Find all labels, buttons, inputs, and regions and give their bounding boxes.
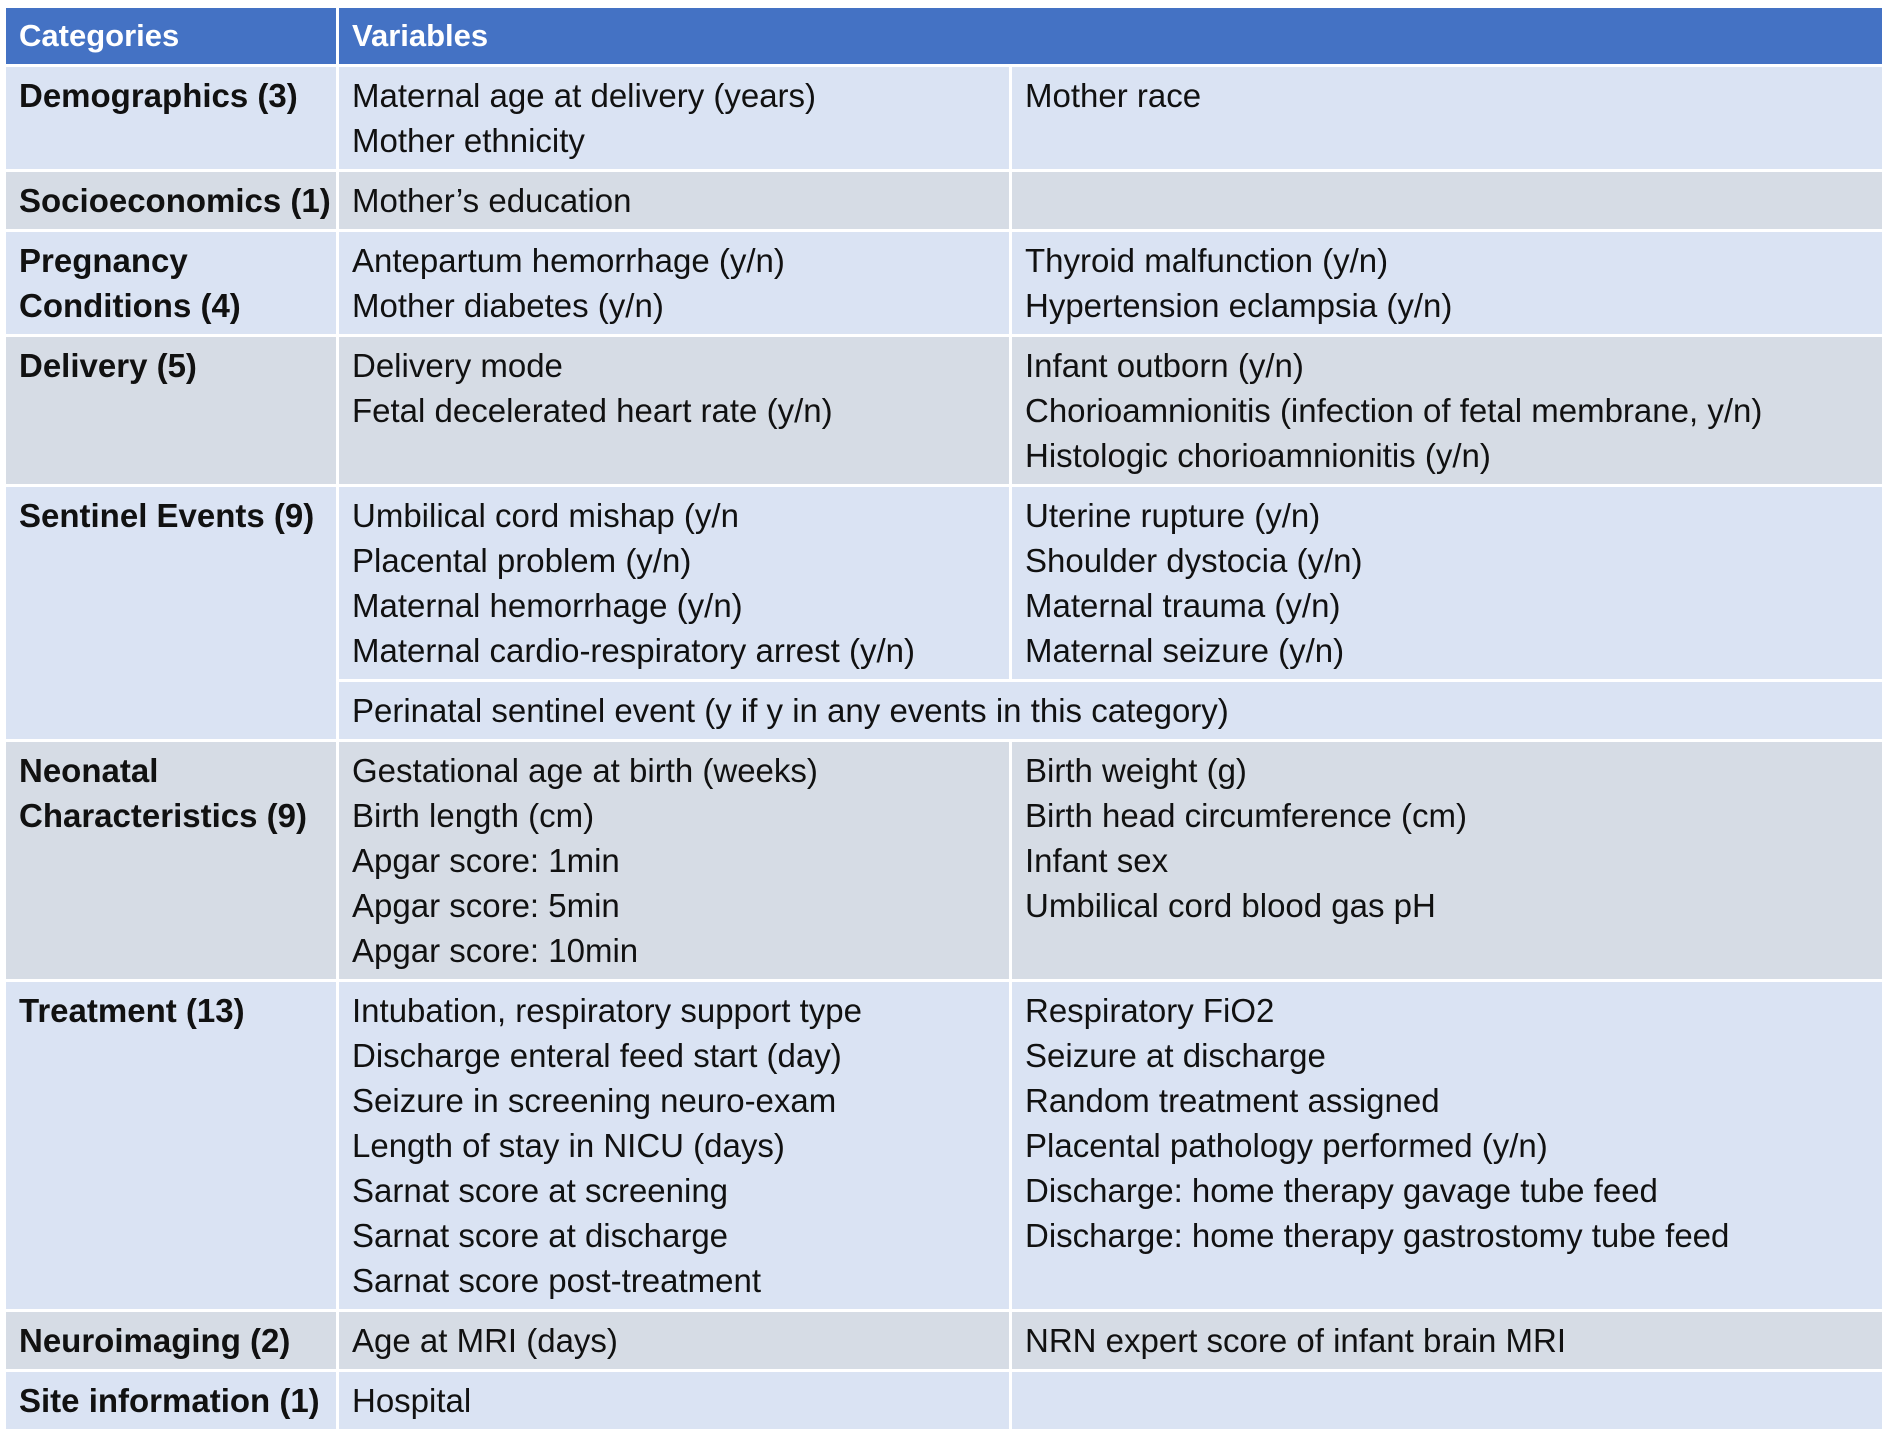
variables-left-cell — [338, 66, 1011, 171]
variables-left-cell — [338, 741, 1011, 981]
category-cell: Treatment (13) — [5, 981, 338, 1311]
variable-item: Maternal hemorrhage (y/n) — [352, 587, 743, 624]
category-cell: Demographics (3) — [5, 66, 338, 171]
variable-item: Discharge enteral feed start (day) — [352, 1037, 842, 1074]
variable-item: Intubation, respiratory support type — [352, 992, 862, 1029]
variable-item: Discharge: home therapy gastrostomy tube feed — [1025, 1217, 1730, 1254]
variable-item: Fetal decelerated heart rate (y/n) — [352, 392, 833, 429]
variable-item: Seizure in screening neuro-exam — [352, 1082, 837, 1119]
variable-item: Mother ethnicity — [352, 122, 585, 159]
variable-item: Maternal trauma (y/n) — [1025, 587, 1341, 624]
variable-item: Placental problem (y/n) — [352, 542, 692, 579]
variable-item: Apgar score: 5min — [352, 887, 620, 924]
variables-right-cell — [1011, 1311, 1884, 1371]
table-row-demographics — [5, 66, 1884, 171]
variable-item: Gestational age at birth (weeks) — [352, 752, 818, 789]
variable-item: Apgar score: 1min — [352, 842, 620, 879]
variables-right-cell — [1011, 486, 1884, 681]
variables-left-cell — [338, 981, 1011, 1311]
variable-item: Infant sex — [1025, 842, 1169, 879]
variable-item: Histologic chorioamnionitis (y/n) — [1025, 437, 1491, 474]
category-line: Pregnancy — [19, 242, 188, 279]
variable-item: Mother race — [1025, 77, 1202, 114]
category-cell: Socioeconomics (1) — [5, 171, 338, 231]
category-line: Characteristics (9) — [19, 797, 307, 834]
variable-item: Respiratory FiO2 — [1025, 992, 1275, 1029]
table-header-row — [5, 7, 1884, 66]
table-row-delivery — [5, 336, 1884, 486]
variable-item: Shoulder dystocia (y/n) — [1025, 542, 1363, 579]
variable-item: Sarnat score at discharge — [352, 1217, 729, 1254]
header-categories: Categories — [5, 7, 338, 66]
variables-left-cell — [338, 336, 1011, 486]
variables-left-cell — [338, 1371, 1011, 1431]
variables-table — [3, 5, 1885, 1432]
variable-item: Hypertension eclampsia (y/n) — [1025, 287, 1453, 324]
variable-item: Length of stay in NICU (days) — [352, 1127, 785, 1164]
variable-item: Discharge: home therapy gavage tube feed — [1025, 1172, 1658, 1209]
variable-item: Infant outborn (y/n) — [1025, 347, 1304, 384]
category-cell: Site information (1) — [5, 1371, 338, 1431]
variable-item: Umbilical cord mishap (y/n — [352, 497, 739, 534]
table-row-pregnancy-conditions — [5, 231, 1884, 336]
variable-item: Placental pathology performed (y/n) — [1025, 1127, 1548, 1164]
variable-item: Uterine rupture (y/n) — [1025, 497, 1321, 534]
variable-item: Mother’s education — [352, 182, 632, 219]
variables-left-cell — [338, 486, 1011, 681]
category-cell — [5, 231, 338, 336]
variables-right-cell — [1011, 66, 1884, 171]
table-row-sentinel-events — [5, 486, 1884, 681]
variable-item: Birth weight (g) — [1025, 752, 1247, 789]
variables-right-cell — [1011, 231, 1884, 336]
category-line: Neonatal — [19, 752, 159, 789]
variable-item: Age at MRI (days) — [352, 1322, 618, 1359]
variables-left-cell — [338, 171, 1011, 231]
variable-item: Random treatment assigned — [1025, 1082, 1440, 1119]
variables-right-cell — [1011, 741, 1884, 981]
table-row-neonatal-characteristics — [5, 741, 1884, 981]
variable-item: NRN expert score of infant brain MRI — [1025, 1322, 1567, 1359]
variables-left-cell — [338, 1311, 1011, 1371]
table-row-site-information — [5, 1371, 1884, 1431]
variables-left-cell — [338, 231, 1011, 336]
variables-right-cell — [1011, 171, 1884, 231]
variable-item: Hospital — [352, 1382, 472, 1419]
variable-item: Maternal age at delivery (years) — [352, 77, 817, 114]
variable-item: Birth length (cm) — [352, 797, 595, 834]
variable-item: Seizure at discharge — [1025, 1037, 1326, 1074]
category-line: Conditions (4) — [19, 287, 241, 324]
variables-right-cell — [1011, 1371, 1884, 1431]
variable-item: Umbilical cord blood gas pH — [1025, 887, 1436, 924]
variables-span-cell — [338, 681, 1884, 741]
variable-item: Sarnat score at screening — [352, 1172, 729, 1209]
category-cell: Sentinel Events (9) — [5, 486, 338, 741]
variable-item: Perinatal sentinel event (y if y in any events in this category) — [352, 692, 1229, 729]
category-cell — [5, 741, 338, 981]
table-row-neuroimaging — [5, 1311, 1884, 1371]
variable-item: Maternal seizure (y/n) — [1025, 632, 1345, 669]
variables-right-cell — [1011, 336, 1884, 486]
category-cell: Delivery (5) — [5, 336, 338, 486]
variable-item: Sarnat score post-treatment — [352, 1262, 762, 1299]
variable-item: Delivery mode — [352, 347, 563, 384]
category-cell: Neuroimaging (2) — [5, 1311, 338, 1371]
variables-right-cell — [1011, 981, 1884, 1311]
variable-item: Thyroid malfunction (y/n) — [1025, 242, 1389, 279]
variable-item: Antepartum hemorrhage (y/n) — [352, 242, 785, 279]
table-row-treatment — [5, 981, 1884, 1311]
header-variables: Variables — [338, 7, 1884, 66]
variable-item: Mother diabetes (y/n) — [352, 287, 664, 324]
table-row-socioeconomics — [5, 171, 1884, 231]
variable-item: Apgar score: 10min — [352, 932, 639, 969]
variable-item: Chorioamnionitis (infection of fetal membrane, y/n) — [1025, 392, 1763, 429]
variable-item: Birth head circumference (cm) — [1025, 797, 1467, 834]
variable-item: Maternal cardio-respiratory arrest (y/n) — [352, 632, 915, 669]
